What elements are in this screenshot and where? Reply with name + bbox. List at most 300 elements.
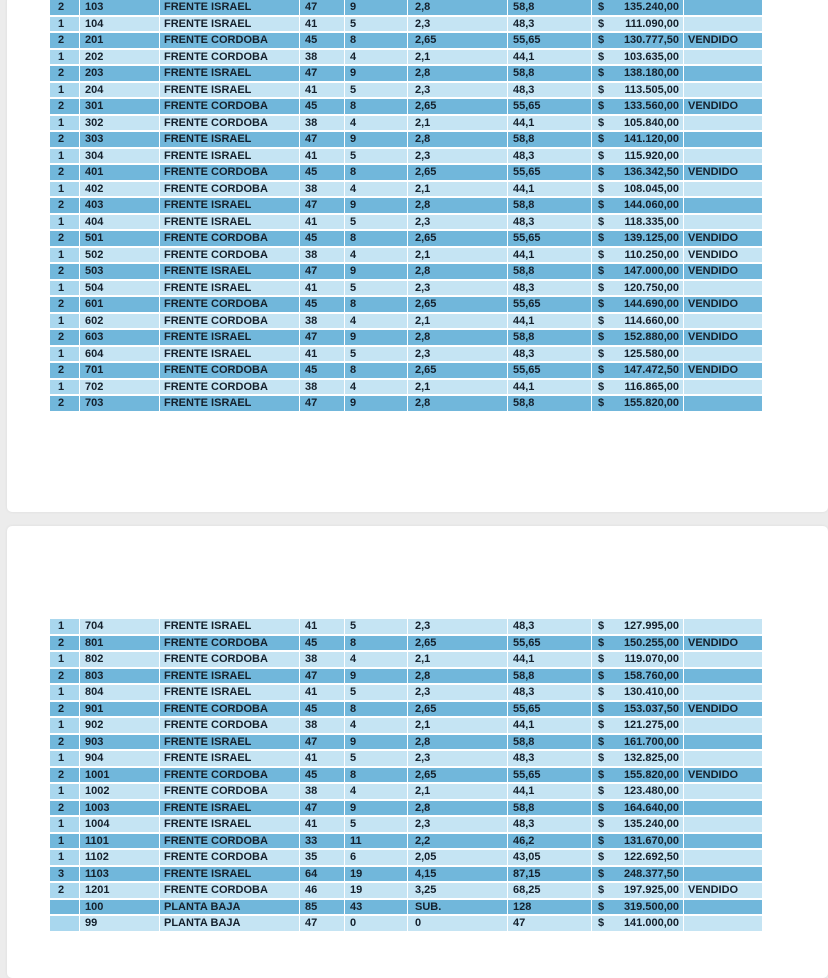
cell-price	[592, 198, 683, 213]
cell-units-count: 2	[50, 264, 79, 279]
cell-m2-cubiertos: 45	[300, 702, 344, 717]
currency-symbol: $	[598, 298, 605, 310]
cell-status	[684, 619, 762, 634]
price-amount: 150.255,00	[623, 636, 679, 649]
cell-price	[592, 165, 683, 180]
table-row	[50, 718, 762, 733]
price-amount: 111.090,00	[625, 17, 679, 30]
cell-status	[684, 718, 762, 733]
currency-symbol: $	[598, 752, 605, 764]
cell-unit-number: 401	[80, 165, 159, 180]
cell-price	[592, 50, 683, 65]
cell-m2-cubiertos: 46	[300, 883, 344, 898]
table-row	[50, 768, 762, 783]
cell-price	[592, 99, 683, 114]
cell-m2-cubiertos: 38	[300, 784, 344, 799]
currency-symbol: $	[598, 653, 605, 665]
price-amount: 119.070,00	[624, 653, 679, 665]
cell-m2-cubiertos: 47	[300, 396, 344, 411]
cell-price	[592, 17, 683, 32]
cell-unit-number: 302	[80, 116, 159, 131]
cell-m2-totales: 48,3	[508, 685, 591, 700]
cell-price	[592, 83, 683, 98]
cell-units-count: 1	[50, 116, 79, 131]
cell-units-count: 1	[50, 850, 79, 865]
price-amount: 120.750,00	[623, 281, 679, 294]
cell-m2-totales: 55,65	[508, 702, 591, 717]
cell-coeficiente: 2,65	[408, 297, 507, 312]
cell-status	[684, 50, 762, 65]
cell-coeficiente: 2,65	[408, 363, 507, 378]
cell-m2-cubiertos: 47	[300, 735, 344, 750]
cell-price	[592, 264, 683, 279]
price-amount: 144.060,00	[623, 199, 679, 211]
table-row	[50, 17, 762, 32]
cell-m2-totales: 55,65	[508, 231, 591, 246]
price-amount: 136.342,50	[623, 166, 679, 178]
table-row	[50, 264, 762, 279]
cell-m2-cubiertos: 38	[300, 718, 344, 733]
cell-coeficiente: SUB.	[408, 900, 507, 915]
cell-unit-number: 501	[80, 231, 159, 246]
table-row	[50, 297, 762, 312]
cell-coeficiente: 2,65	[408, 768, 507, 783]
cell-m2-descubiertos: 9	[345, 801, 407, 816]
cell-unit-number: 604	[80, 347, 159, 362]
table-row	[50, 314, 762, 329]
cell-units-count: 1	[50, 751, 79, 766]
table-row	[50, 281, 762, 296]
cell-m2-descubiertos: 8	[345, 636, 407, 651]
cell-price	[592, 248, 683, 263]
cell-units-count: 2	[50, 768, 79, 783]
cell-m2-cubiertos: 47	[300, 132, 344, 147]
price-amount: 139.125,00	[623, 232, 679, 244]
cell-m2-descubiertos: 8	[345, 165, 407, 180]
cell-units-count: 1	[50, 619, 79, 634]
currency-symbol: $	[598, 116, 605, 129]
price-amount: 108.045,00	[623, 182, 679, 195]
page-2	[7, 526, 828, 978]
cell-m2-descubiertos: 9	[345, 66, 407, 81]
cell-status	[684, 116, 762, 131]
table-row	[50, 99, 762, 114]
cell-coeficiente: 4,15	[408, 867, 507, 882]
cell-status	[684, 751, 762, 766]
cell-status: VENDIDO	[684, 264, 762, 279]
cell-units-count: 1	[50, 215, 79, 230]
cell-location: FRENTE ISRAEL	[160, 264, 299, 279]
currency-symbol: $	[598, 265, 605, 277]
currency-symbol: $	[598, 133, 605, 145]
cell-m2-descubiertos: 9	[345, 396, 407, 411]
cell-m2-totales: 58,8	[508, 330, 591, 345]
cell-status	[684, 314, 762, 329]
cell-status: VENDIDO	[684, 297, 762, 312]
cell-m2-totales: 48,3	[508, 149, 591, 164]
table-row	[50, 165, 762, 180]
cell-price	[592, 834, 683, 849]
currency-symbol: $	[598, 867, 605, 880]
cell-m2-totales: 58,8	[508, 264, 591, 279]
cell-price	[592, 281, 683, 296]
price-amount: 155.820,00	[623, 397, 679, 409]
cell-location: FRENTE CORDOBA	[160, 297, 299, 312]
cell-coeficiente: 2,65	[408, 165, 507, 180]
cell-status	[684, 652, 762, 667]
currency-symbol: $	[598, 215, 605, 228]
cell-m2-cubiertos: 41	[300, 619, 344, 634]
cell-m2-descubiertos: 0	[345, 916, 407, 931]
cell-m2-cubiertos: 47	[300, 264, 344, 279]
cell-location: FRENTE CORDOBA	[160, 99, 299, 114]
price-amount: 158.760,00	[623, 669, 679, 682]
cell-m2-cubiertos: 45	[300, 33, 344, 48]
cell-status: VENDIDO	[684, 165, 762, 180]
cell-location: FRENTE ISRAEL	[160, 347, 299, 362]
cell-m2-totales: 87,15	[508, 867, 591, 882]
cell-location: FRENTE ISRAEL	[160, 396, 299, 411]
cell-m2-descubiertos: 8	[345, 33, 407, 48]
price-amount: 138.180,00	[623, 67, 679, 79]
cell-m2-descubiertos: 8	[345, 363, 407, 378]
cell-m2-descubiertos: 9	[345, 132, 407, 147]
cell-unit-number: 304	[80, 149, 159, 164]
currency-symbol: $	[598, 281, 605, 294]
currency-symbol: $	[598, 669, 605, 682]
cell-units-count: 2	[50, 735, 79, 750]
cell-units-count: 1	[50, 314, 79, 329]
cell-m2-descubiertos: 5	[345, 347, 407, 362]
cell-coeficiente: 2,3	[408, 685, 507, 700]
cell-location: FRENTE ISRAEL	[160, 801, 299, 816]
cell-m2-descubiertos: 9	[345, 0, 407, 15]
cell-location: FRENTE ISRAEL	[160, 867, 299, 882]
cell-coeficiente: 2,1	[408, 718, 507, 733]
cell-price	[592, 116, 683, 131]
cell-location: FRENTE CORDOBA	[160, 165, 299, 180]
price-amount: 113.505,00	[624, 83, 679, 96]
cell-price	[592, 702, 683, 717]
cell-status	[684, 182, 762, 197]
cell-price	[592, 652, 683, 667]
cell-m2-descubiertos: 6	[345, 850, 407, 865]
price-amount: 115.920,00	[624, 149, 679, 162]
cell-price	[592, 867, 683, 882]
cell-price	[592, 850, 683, 865]
cell-coeficiente: 2,1	[408, 182, 507, 197]
price-amount: 161.700,00	[623, 735, 679, 748]
cell-m2-totales: 48,3	[508, 215, 591, 230]
table-row	[50, 685, 762, 700]
cell-status	[684, 850, 762, 865]
cell-m2-cubiertos: 45	[300, 768, 344, 783]
currency-symbol: $	[598, 719, 605, 731]
currency-symbol: $	[598, 884, 605, 896]
cell-unit-number: 202	[80, 50, 159, 65]
table-row	[50, 248, 762, 263]
cell-coeficiente: 2,8	[408, 669, 507, 684]
table-row	[50, 850, 762, 865]
cell-status	[684, 198, 762, 213]
cell-m2-descubiertos: 4	[345, 182, 407, 197]
cell-m2-totales: 48,3	[508, 817, 591, 832]
cell-status	[684, 83, 762, 98]
cell-location: FRENTE CORDOBA	[160, 182, 299, 197]
table-row	[50, 636, 762, 651]
cell-price	[592, 33, 683, 48]
cell-units-count: 2	[50, 636, 79, 651]
cell-price	[592, 182, 683, 197]
table-row	[50, 0, 762, 15]
cell-m2-totales: 55,65	[508, 297, 591, 312]
cell-m2-descubiertos: 4	[345, 50, 407, 65]
cell-location: FRENTE CORDOBA	[160, 50, 299, 65]
price-amount: 135.240,00	[623, 1, 679, 13]
cell-coeficiente: 2,65	[408, 33, 507, 48]
cell-status	[684, 669, 762, 684]
cell-location: FRENTE CORDOBA	[160, 380, 299, 395]
cell-price	[592, 751, 683, 766]
cell-m2-cubiertos: 41	[300, 817, 344, 832]
cell-price	[592, 784, 683, 799]
cell-m2-descubiertos: 4	[345, 248, 407, 263]
price-amount: 114.660,00	[624, 314, 679, 327]
cell-m2-totales: 48,3	[508, 347, 591, 362]
cell-status	[684, 149, 762, 164]
cell-m2-descubiertos: 4	[345, 784, 407, 799]
cell-m2-totales: 55,65	[508, 165, 591, 180]
cell-location: FRENTE CORDOBA	[160, 231, 299, 246]
price-amount: 319.500,00	[623, 900, 679, 913]
cell-unit-number: 103	[80, 0, 159, 15]
table-row	[50, 380, 762, 395]
cell-units-count: 1	[50, 149, 79, 164]
table-row	[50, 619, 762, 634]
cell-coeficiente: 2,8	[408, 264, 507, 279]
cell-price	[592, 396, 683, 411]
cell-coeficiente: 2,3	[408, 751, 507, 766]
table-row	[50, 396, 762, 411]
cell-location: FRENTE ISRAEL	[160, 330, 299, 345]
cell-m2-cubiertos: 45	[300, 297, 344, 312]
cell-m2-cubiertos: 85	[300, 900, 344, 915]
cell-coeficiente: 2,3	[408, 817, 507, 832]
cell-m2-cubiertos: 47	[300, 330, 344, 345]
cell-units-count: 2	[50, 669, 79, 684]
cell-m2-cubiertos: 41	[300, 347, 344, 362]
cell-price	[592, 297, 683, 312]
cell-m2-totales: 44,1	[508, 248, 591, 263]
cell-m2-totales: 58,8	[508, 66, 591, 81]
table-row	[50, 330, 762, 345]
table-row	[50, 149, 762, 164]
currency-symbol: $	[598, 851, 605, 863]
cell-location: FRENTE CORDOBA	[160, 702, 299, 717]
cell-units-count: 3	[50, 867, 79, 882]
cell-m2-descubiertos: 5	[345, 215, 407, 230]
cell-coeficiente: 2,1	[408, 784, 507, 799]
cell-units-count: 2	[50, 33, 79, 48]
cell-status	[684, 834, 762, 849]
table-row	[50, 50, 762, 65]
cell-units-count: 1	[50, 83, 79, 98]
cell-units-count: 2	[50, 66, 79, 81]
cell-coeficiente: 2,1	[408, 50, 507, 65]
currency-symbol: $	[598, 331, 605, 343]
cell-m2-totales: 48,3	[508, 83, 591, 98]
cell-m2-descubiertos: 9	[345, 264, 407, 279]
table-row	[50, 801, 762, 816]
cell-m2-descubiertos: 4	[345, 718, 407, 733]
cell-units-count: 1	[50, 17, 79, 32]
cell-units-count: 2	[50, 165, 79, 180]
cell-price	[592, 330, 683, 345]
cell-unit-number: 402	[80, 182, 159, 197]
cell-m2-cubiertos: 47	[300, 0, 344, 15]
cell-units-count: 1	[50, 380, 79, 395]
cell-location: FRENTE ISRAEL	[160, 619, 299, 634]
cell-m2-totales: 47	[508, 916, 591, 931]
price-amount: 141.120,00	[623, 133, 679, 145]
cell-unit-number: 804	[80, 685, 159, 700]
cell-status	[684, 281, 762, 296]
cell-status	[684, 801, 762, 816]
cell-status: VENDIDO	[684, 99, 762, 114]
cell-m2-cubiertos: 45	[300, 636, 344, 651]
currency-symbol: $	[598, 636, 605, 649]
cell-m2-cubiertos: 64	[300, 867, 344, 882]
cell-units-count: 2	[50, 231, 79, 246]
cell-coeficiente: 2,1	[408, 652, 507, 667]
cell-m2-totales: 46,2	[508, 834, 591, 849]
cell-coeficiente: 2,65	[408, 636, 507, 651]
page-1	[7, 0, 828, 512]
price-amount: 147.000,00	[623, 265, 679, 277]
price-amount: 164.640,00	[623, 801, 679, 814]
table-row	[50, 231, 762, 246]
price-amount: 152.880,00	[623, 331, 679, 343]
cell-location: FRENTE CORDOBA	[160, 636, 299, 651]
cell-m2-cubiertos: 41	[300, 685, 344, 700]
currency-symbol: $	[598, 83, 605, 96]
cell-unit-number: 502	[80, 248, 159, 263]
cell-unit-number: 301	[80, 99, 159, 114]
cell-location: FRENTE ISRAEL	[160, 817, 299, 832]
cell-coeficiente: 2,1	[408, 380, 507, 395]
cell-units-count	[50, 916, 79, 931]
cell-m2-descubiertos: 8	[345, 231, 407, 246]
cell-m2-descubiertos: 5	[345, 685, 407, 700]
cell-price	[592, 817, 683, 832]
cell-m2-descubiertos: 9	[345, 198, 407, 213]
cell-status: VENDIDO	[684, 768, 762, 783]
cell-m2-totales: 44,1	[508, 718, 591, 733]
cell-m2-descubiertos: 8	[345, 99, 407, 114]
cell-units-count: 2	[50, 198, 79, 213]
cell-status	[684, 380, 762, 395]
cell-m2-descubiertos: 5	[345, 281, 407, 296]
currency-symbol: $	[598, 67, 605, 79]
cell-price	[592, 149, 683, 164]
cell-m2-cubiertos: 47	[300, 198, 344, 213]
table-row	[50, 867, 762, 882]
cell-m2-descubiertos: 4	[345, 116, 407, 131]
currency-symbol: $	[598, 397, 605, 409]
cell-coeficiente: 2,8	[408, 198, 507, 213]
cell-m2-cubiertos: 38	[300, 380, 344, 395]
cell-m2-totales: 44,1	[508, 50, 591, 65]
currency-symbol: $	[598, 702, 605, 715]
cell-m2-descubiertos: 5	[345, 17, 407, 32]
cell-coeficiente: 2,8	[408, 330, 507, 345]
cell-location: FRENTE CORDOBA	[160, 33, 299, 48]
cell-units-count: 2	[50, 99, 79, 114]
price-amount: 118.335,00	[624, 215, 679, 228]
cell-price	[592, 66, 683, 81]
cell-unit-number: 1002	[80, 784, 159, 799]
price-amount: 135.240,00	[623, 818, 679, 830]
cell-unit-number: 703	[80, 396, 159, 411]
cell-m2-totales: 48,3	[508, 619, 591, 634]
cell-coeficiente: 2,8	[408, 735, 507, 750]
currency-symbol: $	[598, 785, 605, 797]
cell-coeficiente: 2,65	[408, 231, 507, 246]
cell-unit-number: 503	[80, 264, 159, 279]
cell-price	[592, 347, 683, 362]
table-row	[50, 347, 762, 362]
cell-m2-cubiertos: 45	[300, 231, 344, 246]
currency-symbol: $	[598, 620, 605, 632]
unit-price-table-page-1	[50, 0, 762, 413]
cell-price	[592, 916, 683, 931]
cell-coeficiente: 0	[408, 916, 507, 931]
cell-units-count: 2	[50, 702, 79, 717]
cell-status: VENDIDO	[684, 363, 762, 378]
cell-m2-totales: 58,8	[508, 396, 591, 411]
cell-coeficiente: 2,8	[408, 801, 507, 816]
cell-coeficiente: 2,8	[408, 66, 507, 81]
cell-location: FRENTE ISRAEL	[160, 751, 299, 766]
table-row	[50, 883, 762, 898]
cell-m2-cubiertos: 47	[300, 66, 344, 81]
cell-price	[592, 0, 683, 15]
cell-m2-descubiertos: 5	[345, 149, 407, 164]
cell-coeficiente: 2,65	[408, 99, 507, 114]
cell-unit-number: 602	[80, 314, 159, 329]
cell-m2-totales: 55,65	[508, 636, 591, 651]
cell-price	[592, 636, 683, 651]
cell-price	[592, 380, 683, 395]
currency-symbol: $	[598, 364, 605, 376]
cell-unit-number: 1101	[80, 834, 159, 849]
currency-symbol: $	[598, 149, 605, 162]
cell-location: FRENTE ISRAEL	[160, 215, 299, 230]
price-amount: 105.840,00	[623, 116, 679, 129]
cell-m2-cubiertos: 47	[300, 801, 344, 816]
cell-m2-cubiertos: 45	[300, 363, 344, 378]
cell-units-count: 2	[50, 0, 79, 15]
price-amount: 131.670,00	[623, 834, 679, 847]
cell-location: FRENTE CORDOBA	[160, 718, 299, 733]
cell-m2-totales: 58,8	[508, 669, 591, 684]
cell-m2-totales: 44,1	[508, 182, 591, 197]
table-row	[50, 116, 762, 131]
currency-symbol: $	[598, 182, 605, 195]
cell-location: FRENTE ISRAEL	[160, 669, 299, 684]
cell-units-count: 1	[50, 834, 79, 849]
cell-coeficiente: 2,1	[408, 116, 507, 131]
